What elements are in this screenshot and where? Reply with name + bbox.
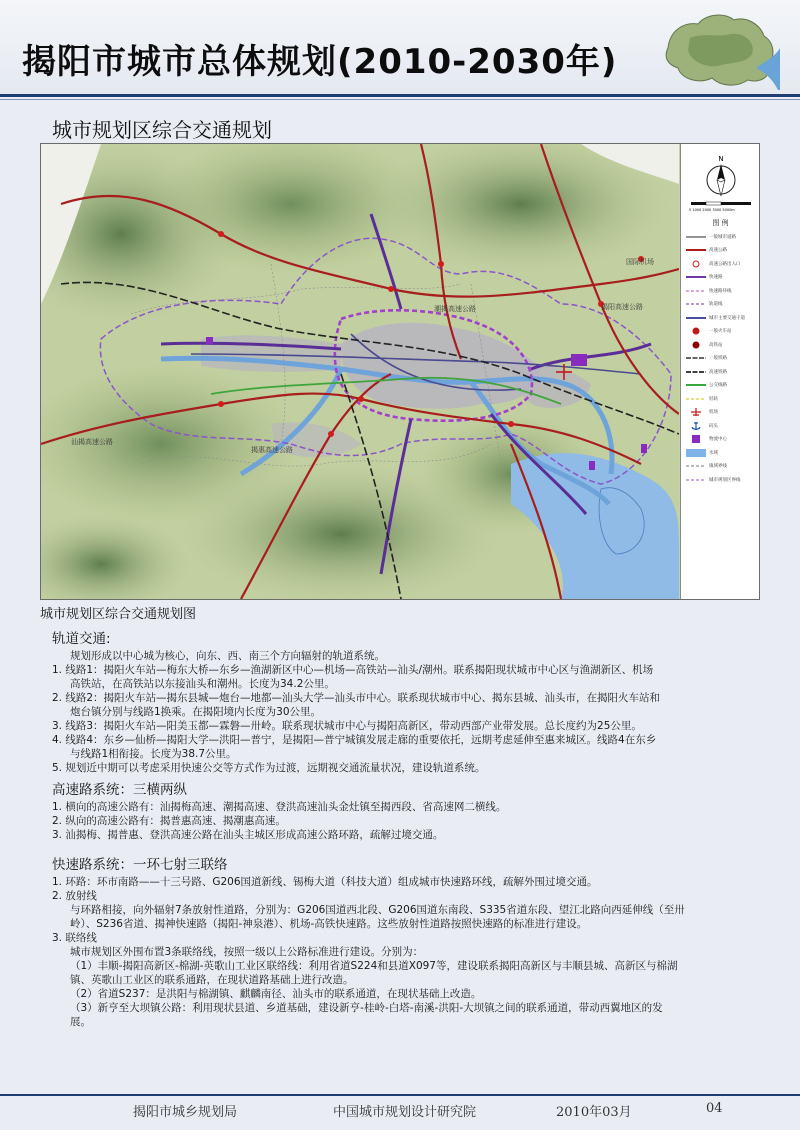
legend-item (685, 433, 759, 447)
legend-item (685, 298, 759, 312)
legend-item (685, 365, 759, 379)
title-rule-thin (0, 99, 800, 100)
label-jiehui-highway: 揭惠高速公路 (251, 446, 293, 454)
legend-item (685, 352, 759, 366)
legend-label: 城市规划区界线 (709, 477, 741, 483)
legend-label: 轻轨 (709, 396, 718, 402)
legend-item (685, 311, 759, 325)
expressway-item: 2. 放射线 (52, 890, 97, 902)
legend-label: 公交线路 (709, 383, 727, 389)
legend-label: 一般火车站 (709, 329, 732, 335)
footer-rule (0, 1094, 800, 1096)
highway-item: 3. 汕揭梅、揭普惠、登洪高速公路在汕头主城区形成高速公路环路，疏解过境交通。 (52, 829, 444, 841)
rail-item: 炮台镇分别与线路1换乘。在揭阳境内长度为30公里。 (70, 706, 322, 718)
rail-symbol-icon (685, 367, 707, 377)
legend-item (685, 338, 759, 352)
legend-item (685, 406, 759, 420)
rail-item: 3. 线路3：揭阳火车站—阳美玉都—霖磐—卅岭。联系现状城市中心与揭阳高新区，带动西部产业带发展。总长度约为25公里。 (52, 720, 642, 732)
legend-item (685, 379, 759, 393)
thick-line-symbol-icon (685, 380, 707, 390)
legend-title: 图 例 (712, 219, 729, 227)
thick-line-symbol-icon (685, 272, 707, 282)
legend-label: 快速路 (709, 275, 723, 281)
legend-label: 物流中心 (709, 437, 727, 443)
north-arrow-icon (703, 154, 739, 198)
map-caption: 城市规划区综合交通规划图 (40, 607, 197, 622)
rail-item: 高铁站，在高铁站以东接汕头和潮州。长度为34.2公里。 (70, 678, 335, 690)
thick-line-symbol-icon (685, 245, 707, 255)
rail-symbol-icon (685, 353, 707, 363)
expressway-item: 1. 环路：环市南路——十三号路、G206国道新线、锡梅大道（科技大道）组成城市快速路环线，疏解外围过境交通。 (52, 876, 598, 888)
legend-item (685, 473, 759, 487)
rail-item: 2. 线路2：揭阳火车站—揭东县城—炮台—地都—汕头大学—汕头市中心。联系现状城市中心、揭东县城、汕头市，在揭阳火车站和 (52, 692, 661, 704)
legend-label: 水域 (709, 450, 718, 456)
expressway-heading: 快速路系统：一环七射三联络 (52, 857, 228, 873)
legend-item (685, 244, 759, 258)
expressway-item: （3）新亨至大坝镇公路：利用现状县道、乡道基础，建设新亨-桂岭-白塔-南溪-洪阳-大坝镇之间的联系通道，带动西翼地区的发 (70, 1002, 663, 1014)
legend-label: 高速公路出入口 (709, 261, 741, 267)
rail-intro: 规划形成以中心城为核心，向东、西、南三个方向辐射的轨道系统。 (70, 650, 385, 662)
highway-item: 1. 横向的高速公路有：汕揭梅高速、潮揭高速、登洪高速汕头金灶镇至揭西段、省高速网二横线。 (52, 801, 507, 813)
map-canvas (41, 144, 679, 599)
label-chaojie-highway: 潮揭高速公路 (434, 305, 476, 313)
expressway-item: 与环路相接，向外辐射7条放射性道路，分别为：G206国道西北段、G206国道东南段、S335省道东段、望江北路向西延伸线（至卅 (70, 904, 685, 916)
dashed-line-symbol-icon (685, 461, 707, 471)
legend-label: 一般城市道路 (709, 234, 736, 240)
square-symbol-icon (685, 434, 707, 444)
legend-list (685, 230, 759, 487)
legend-label: 高铁站 (709, 342, 723, 348)
highway-items (52, 800, 752, 842)
page-title: 揭阳市城市总体规划(2010-2030年) (22, 42, 618, 82)
scale-bar (689, 201, 753, 213)
legend-item (685, 446, 759, 460)
highway-section (52, 781, 752, 842)
legend-item (685, 284, 759, 298)
plane-symbol-icon (685, 407, 707, 417)
rail-item: 1. 线路1：揭阳火车站—梅东大桥—东乡—渔湖新区中心—机场—高铁站—汕头/潮州。联系揭阳现状城市中心区与渔湖新区、机场 (52, 664, 654, 676)
expressway-items (52, 875, 752, 1029)
legend-label: 一般铁路 (709, 356, 727, 362)
expressway-section (52, 856, 752, 1029)
section-title: 城市规划区综合交通规划 (52, 118, 272, 142)
expressway-item: 3. 联络线 (52, 932, 97, 944)
legend-item (685, 230, 759, 244)
legend-item (685, 392, 759, 406)
footer-org: 揭阳市城乡规划局 (133, 1105, 238, 1120)
legend-item (685, 419, 759, 433)
legend-item (685, 460, 759, 474)
legend-label: 码头 (709, 423, 718, 429)
highway-heading: 高速路系统：三横两纵 (52, 782, 187, 798)
rail-heading: 轨道交通: (52, 631, 111, 647)
legend-label: 镇域界线 (709, 464, 727, 470)
legend-label: 城市主要交通干道 (709, 315, 745, 321)
legend-item (685, 325, 759, 339)
rail-section (52, 630, 752, 775)
label-shanjie-highway: 汕揭高速公路 (71, 438, 113, 446)
label-airport: 国际机场 (626, 258, 654, 266)
circle-symbol-icon (685, 259, 707, 269)
legend-label: 高速公路 (709, 248, 727, 254)
scale-labels: 0 1000 2000 3000 5000m (689, 208, 735, 212)
expressway-item: （1）丰顺-揭阳高新区-棉湖-英歌山工业区联络线：利用省道S224和县道X097等，建设联系揭阳高新区与丰顺县城、高新区与棉湖 (70, 960, 678, 972)
transport-plan-map (40, 143, 760, 600)
svg-text:N: N (718, 155, 724, 163)
title-rule (0, 94, 800, 97)
rail-item: 与线路1相衔接。长度为38.7公里。 (70, 748, 237, 760)
thin-line-symbol-icon (685, 232, 707, 242)
location-thumbnail-map (660, 8, 780, 90)
legend-item (685, 271, 759, 285)
expressway-item: 岭）、S236省道、揭神快速路（揭阳-神泉港）、机场-高铁快速路。这些放射性道路按照快速路的标准进行建设。 (70, 918, 588, 930)
map-legend (680, 144, 760, 599)
legend-label: 机场 (709, 410, 718, 416)
expressway-item: 镇、英歌山工业区的联系通路，在现状道路基础上进行改造。 (70, 974, 354, 986)
dashed-line-symbol-icon (685, 286, 707, 296)
thick-line-symbol-icon (685, 313, 707, 323)
rail-item: 4. 线路4：东乡—仙桥—揭阳大学—洪阳—普宁，是揭阳—普宁城镇发展走廊的重要依托，远期考虑延伸至惠来城区。线路4在东乡 (52, 734, 657, 746)
dashed-line-symbol-icon (685, 475, 707, 485)
rail-items (52, 663, 752, 775)
anchor-symbol-icon (685, 421, 707, 431)
dashed-line-symbol-icon (685, 394, 707, 404)
footer-date: 2010年03月 (556, 1105, 632, 1120)
legend-label: 轨道线 (709, 302, 723, 308)
legend-label: 高速铁路 (709, 369, 727, 375)
footer-institute: 中国城市规划设计研究院 (333, 1105, 477, 1120)
rail-item: 5. 规划近中期可以考虑采用快速公交等方式作为过渡，远期视交通流量状况，建设轨道系统。 (52, 762, 486, 774)
expressway-item: 城市规划区外围布置3条联络线，按照一级以上公路标准进行建设。分别为： (70, 946, 424, 958)
highway-item: 2. 纵向的高速公路有：揭普惠高速、揭潮惠高速。 (52, 815, 286, 827)
legend-item (685, 257, 759, 271)
expressway-item: （2）省道S237：是洪阳与棉湖镇、麒麟南径、汕头市的联系通道，在现状基础上改造。 (70, 988, 482, 1000)
expressway-item: 展。 (70, 1016, 91, 1028)
legend-label: 快速路环线 (709, 288, 732, 294)
dashed-line-symbol-icon (685, 299, 707, 309)
footer-page-number: 04 (706, 1101, 723, 1116)
fill-symbol-icon (685, 448, 707, 458)
dot-symbol-icon (685, 340, 707, 350)
dot-symbol-icon (685, 326, 707, 336)
label-jieyang-highway: 揭阳高速公路 (601, 303, 643, 311)
